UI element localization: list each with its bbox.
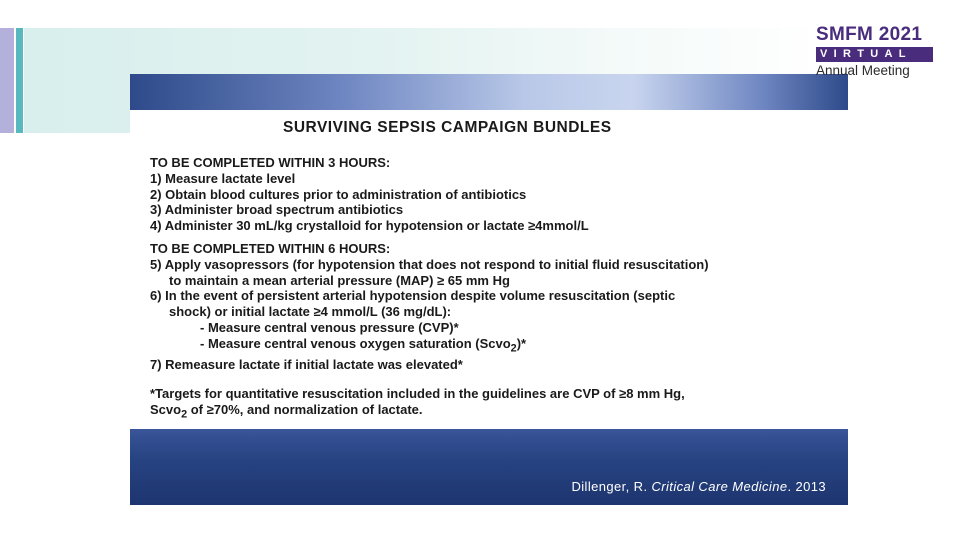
subscript: 2 bbox=[181, 408, 188, 421]
list-item: 3) Administer broad spectrum antibiotics bbox=[150, 202, 404, 218]
smfm-logo bbox=[816, 24, 936, 84]
logo-subtitle: Annual Meeting bbox=[816, 63, 910, 78]
footnote-line bbox=[150, 402, 830, 423]
list-item-continuation: shock) or initial lactate ≥4 mmol/L (36 mg/dL): bbox=[169, 304, 452, 320]
slide-title: SURVIVING SEPSIS CAMPAIGN BUNDLES bbox=[283, 119, 612, 136]
logo-virtual-badge: VIRTUAL bbox=[816, 47, 933, 62]
left-accent-bar-teal bbox=[16, 28, 23, 133]
citation bbox=[571, 479, 826, 494]
list-item: 6) In the event of persistent arterial hypotension despite volume resuscitation (septic bbox=[150, 288, 676, 304]
footnote-line: *Targets for quantitative resuscitation included in the guidelines are CVP of ≥8 mm Hg, bbox=[150, 385, 685, 401]
list-item: 4) Administer 30 mL/kg crystalloid for hypotension or lactate ≥4mmol/L bbox=[150, 218, 589, 234]
slide-content bbox=[150, 112, 830, 423]
citation-year: . 2013 bbox=[787, 479, 826, 494]
slide-top-band bbox=[130, 74, 848, 110]
citation-author: Dillenger, R. bbox=[571, 479, 652, 494]
sub-list-item: - Measure central venous pressure (CVP)* bbox=[200, 319, 459, 335]
embedded-slide bbox=[130, 74, 848, 505]
logo-title: SMFM 2021 bbox=[816, 24, 923, 45]
list-item: 5) Apply vasopressors (for hypotension that does not respond to initial fluid resuscitation) bbox=[150, 256, 709, 272]
sub-item-text-end: )* bbox=[516, 335, 527, 351]
sub-item-text: - Measure central venous oxygen saturation (Scvo bbox=[200, 335, 511, 351]
list-item-continuation: to maintain a mean arterial pressure (MAP) ≥ 65 mm Hg bbox=[169, 272, 510, 288]
citation-journal: Critical Care Medicine bbox=[651, 479, 788, 494]
section-6-hours-heading: TO BE COMPLETED WITHIN 6 HOURS: bbox=[150, 240, 391, 256]
footnote-text: Scvo bbox=[150, 401, 182, 417]
left-accent-bar-purple bbox=[0, 28, 14, 133]
section-3-hours-heading: TO BE COMPLETED WITHIN 3 HOURS: bbox=[150, 155, 391, 170]
list-item: 2) Obtain blood cultures prior to administration of antibiotics bbox=[150, 186, 527, 202]
list-item: 1) Measure lactate level bbox=[150, 170, 296, 186]
footnote-text-end: of ≥70%, and normalization of lactate. bbox=[187, 401, 423, 417]
list-item: 7) Remeasure lactate if initial lactate was elevated* bbox=[150, 357, 463, 373]
subscript: 2 bbox=[510, 342, 517, 355]
sub-list-item bbox=[150, 336, 830, 357]
